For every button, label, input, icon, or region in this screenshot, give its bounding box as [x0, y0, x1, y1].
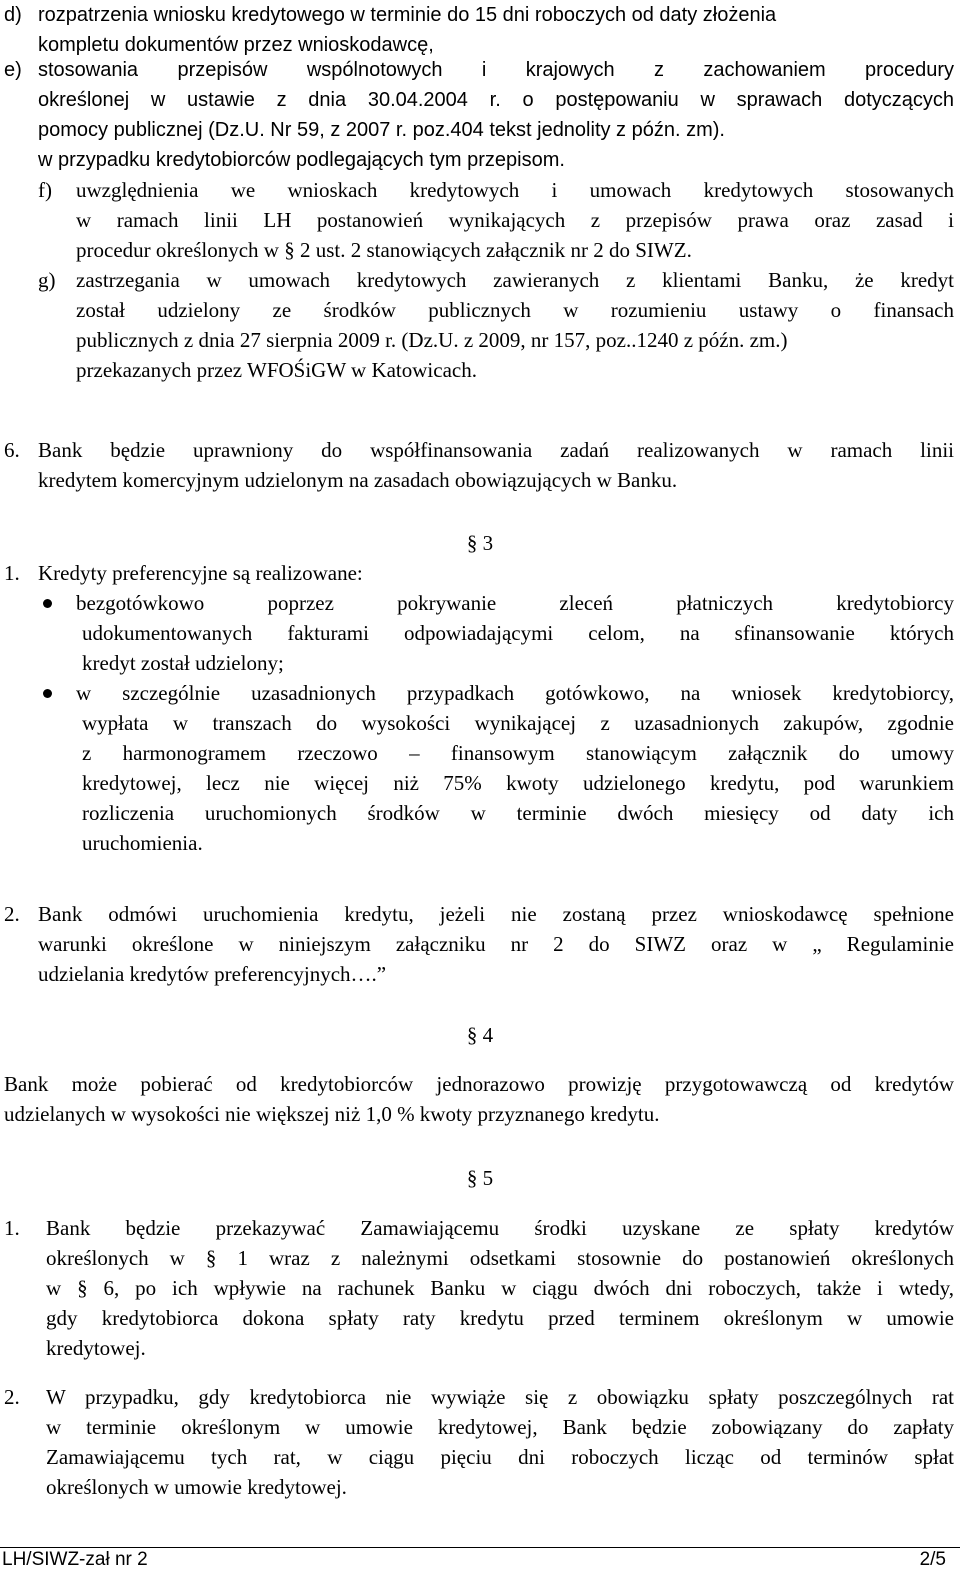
text-line: udzielania kredytów preferencyjnych….” [38, 962, 387, 986]
item-label: g) [38, 268, 56, 292]
text-line: rozpatrzenia wniosku kredytowego w terminie do 15 dni roboczych od daty złożenia [38, 4, 777, 26]
text-line: z harmonogramem rzeczowo – finansowym stanowiącym załącznik do umowy [82, 741, 954, 765]
text-line: określonych w umowie kredytowej. [46, 1475, 347, 1499]
section-sign: § [466, 531, 478, 555]
section-heading: § 5 [466, 1166, 494, 1190]
text-line: uwzględnienia we wnioskach kredytowych i umowach kredytowych stosowanych [76, 178, 954, 202]
item-label: d) [4, 4, 22, 26]
text-line: Bank odmówi uruchomienia kredytu, jeżeli nie zostaną przez wnioskodawcę spełnione [38, 902, 954, 926]
text-line: Bank będzie przekazywać Zamawiającemu środki uzyskane ze spłaty kredytów [46, 1216, 954, 1240]
text-line: W przypadku, gdy kredytobiorca nie wywiąże się z obowiązku spłaty poszczególnych rat [46, 1385, 954, 1409]
paragraph-text: Kredyty preferencyjne są realizowane: [38, 561, 363, 585]
text-line: pomocy publicznej (Dz.U. Nr 59, z 2007 r. poz.404 tekst jednolity z późn. zm). [38, 119, 725, 141]
text-line: kredytowej, lecz nie więcej niż 75% kwoty udzielonego kredytu, pod warunkiem [82, 771, 954, 795]
text-line: udokumentowanych fakturami odpowiadającymi celom, na sfinansowanie których [82, 621, 954, 645]
text-line: w § 6, po ich wpływie na rachunek Banku w ciągu dwóch dni roboczych, także i wtedy, [46, 1276, 954, 1300]
text-line: kredytowej. [46, 1336, 146, 1360]
text-line: określonej w ustawie z dnia 30.04.2004 r. o postępowaniu w sprawach dotyczących [38, 89, 954, 111]
footer-document-id: LH/SIWZ-zał nr 2 [2, 1549, 148, 1570]
text-line: procedur określonych w § 2 ust. 2 stanowiących załącznik nr 2 do SIWZ. [76, 238, 692, 262]
item-label: 1. [4, 561, 20, 585]
text-line: kredyt został udzielony; [82, 651, 284, 675]
item-label: 1. [4, 1216, 20, 1240]
text-line: w ramach linii LH postanowień wynikających z przepisów prawa oraz zasad i [76, 208, 954, 232]
text-line: kompletu dokumentów przez wnioskodawcę, [38, 34, 434, 56]
text-line: wypłata w transzach do wysokości wynikającej z uzasadnionych zakupów, zgodnie [82, 711, 954, 735]
text-line: stosowania przepisów wspólnotowych i krajowych z zachowaniem procedury [38, 59, 954, 81]
text-line: w szczególnie uzasadnionych przypadkach gotówkowo, na wniosek kredytobiorcy, [76, 681, 954, 705]
text-line: w terminie określonym w umowie kredytowej, Bank będzie zobowiązany do zapłaty [46, 1415, 954, 1439]
text-line: publicznych z dnia 27 sierpnia 2009 r. (Dz.U. z 2009, nr 157, poz..1240 z późn. zm.) [76, 328, 788, 352]
section-heading: § 4 [466, 1023, 494, 1047]
text-line: kredytem komercyjnym udzielonym na zasadach obowiązujących w Banku. [38, 468, 678, 492]
item-label: 2. [4, 902, 20, 926]
text-line: warunki określone w niniejszym załączniku nr 2 do SIWZ oraz w „ Regulaminie [38, 932, 954, 956]
text-line: uruchomienia. [82, 831, 203, 855]
section-sign: § [466, 1023, 478, 1047]
text-line: Bank może pobierać od kredytobiorców jednorazowo prowizję przygotowawczą od kredytów [4, 1072, 954, 1096]
item-label: 2. [4, 1385, 20, 1409]
text-line: Bank będzie uprawniony do współfinansowania zadań realizowanych w ramach linii [38, 438, 954, 462]
item-label: e) [4, 59, 22, 81]
item-label: f) [38, 178, 52, 202]
bullet-icon [43, 689, 52, 698]
section-sign: § [77, 1276, 88, 1300]
section-sign: § [205, 1246, 217, 1270]
section-heading: § 3 [466, 531, 494, 555]
text-line: zastrzegania w umowach kredytowych zawieranych z klientami Banku, że kredyt [76, 268, 954, 292]
text-line: udzielanych w wysokości nie większej niż 1,0 % kwoty przyznanego kredytu. [4, 1102, 660, 1126]
bullet-icon [43, 599, 52, 608]
section-sign: § [284, 238, 295, 262]
text-line: w przypadku kredytobiorców podlegających tym przepisom. [38, 149, 565, 171]
page-number: 2/5 [919, 1549, 946, 1570]
text-line: gdy kredytobiorca dokona spłaty raty kredytu przed terminem określonym w umowie [46, 1306, 954, 1330]
section-sign: § [466, 1166, 478, 1190]
text-line: Zamawiającemu tych rat, w ciągu pięciu dni roboczych licząc od terminów spłat [46, 1445, 954, 1469]
item-label: 6. [4, 438, 20, 462]
text-line: został udzielony ze środków publicznych w rozumieniu ustawy o finansach [76, 298, 954, 322]
text-line: rozliczenia uruchomionych środków w terminie dwóch miesięcy od daty ich [82, 801, 954, 825]
text-line: przekazanych przez WFOŚiGW w Katowicach. [76, 358, 477, 382]
text-line: bezgotówkowo poprzez pokrywanie zleceń płatniczych kredytobiorcy [76, 591, 954, 615]
text-line: określonych w § 1 wraz z należnymi odsetkami stosownie do postanowień określonych [46, 1246, 954, 1270]
